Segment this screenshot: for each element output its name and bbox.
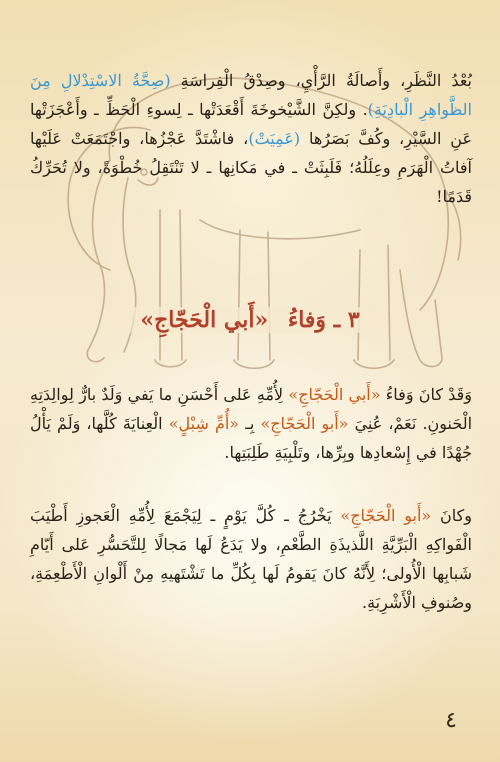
heading-prefix: ٣ ـ وَفاءُ (274, 307, 365, 333)
paragraph-2-seg-4: الْعِنايَةَ كُلَّها، وَلَمْ يَأْلُ جُهْدًا في إِسْعادِها وبِرِّها، وتَلْبِيَةِ طَلِبَتِها. (30, 414, 472, 462)
explanation-1: (صِحَّةُ الاسْتِدْلالِ مِنَ الظَّواهِرِ الْبادِيَةِ) (30, 71, 472, 119)
page-number: ٤ (445, 708, 457, 733)
heading-quote: «أَبي الْحَجّاجِ» (134, 307, 274, 333)
paragraph-1-seg-1: بُعْدُ النَّظَرِ، وأَصالَةُ الرَّأْيِ، وصِدْقُ الْفِراسَةِ (170, 71, 472, 90)
paragraph-2-seg-2: لِأُمِّهِ عَلى أَحْسَنِ ما يَفي وَلَدٌ بارٌّ لِوالِدَتِهِ الْحَنونِ. نَعَمْ، عُنِيَ (30, 385, 473, 433)
paragraph-1-seg-3: ، فاشْتَدَّ عَجْزُها، واجْتَمَعَتْ عَلَيْها آفاتُ الْهَرَمِ وعِلَلُهُ؛ فَلَبِثَتْ ـ في مَكانِها ـ لا تَنْتَقِلُ خُطْوَةً، ولا تُحَرِّكُ قَدَمًا! (30, 129, 472, 206)
heading-text (128, 307, 371, 333)
quote-abu-al-hajjaj-1: «أَبي الْحَجّاجِ» (288, 385, 381, 404)
section-heading (0, 300, 500, 340)
paragraph-3-seg-1: وكانَ (431, 506, 472, 525)
paragraph-3 (30, 501, 472, 617)
paragraph-2-seg-3: بِـ (239, 414, 261, 433)
paragraph-3-seg-2: يَخْرُجُ ـ كُلَّ يَوْمٍ ـ لِيَجْمَعَ لِأُمِّهِ الْعَجوزِ أَطْيَبَ الْفَواكِهِ الْبَرِّيَّةِ اللَّذيذَةِ الطَّعْمِ، ولا يَدَعُ لَها مَجالًا لِلتَّحَسُّرِ عَلى أَيّامِ شَبابِها الْأُولى؛ لِأَنَّهُ كانَ يَقومُ لَها بِكُلِّ ما تَشْتَهيهِ مِنْ أَلْوانِ الْأَطْعِمَةِ، وصُنوفِ الْأَشْرِبَةِ. (30, 506, 472, 612)
paragraph-1 (30, 66, 472, 211)
quote-abu-al-hajjaj-3: «أَبو الْحَجّاجِ» (340, 506, 432, 525)
quote-abu-al-hajjaj-2: «أَبو الْحَجّاجِ» (260, 414, 349, 433)
paragraph-2-seg-1: وَقَدْ كانَ وَفاءُ (380, 385, 473, 404)
quote-umm-shibl: «أُمِّ شِبْلٍ» (168, 414, 240, 433)
paragraph-2 (30, 380, 472, 467)
paragraph-1-seg-2: . ولكِنَّ الشَّيْخوخَةَ أَقْعَدَتْها ـ لِسوءِ الْحَظِّ ـ وأَعْجَزَتْها عَنِ السَّيْرِ، وكُفَّ بَصَرُها (30, 100, 472, 148)
explanation-2: (عَمِيَتْ) (248, 129, 301, 148)
